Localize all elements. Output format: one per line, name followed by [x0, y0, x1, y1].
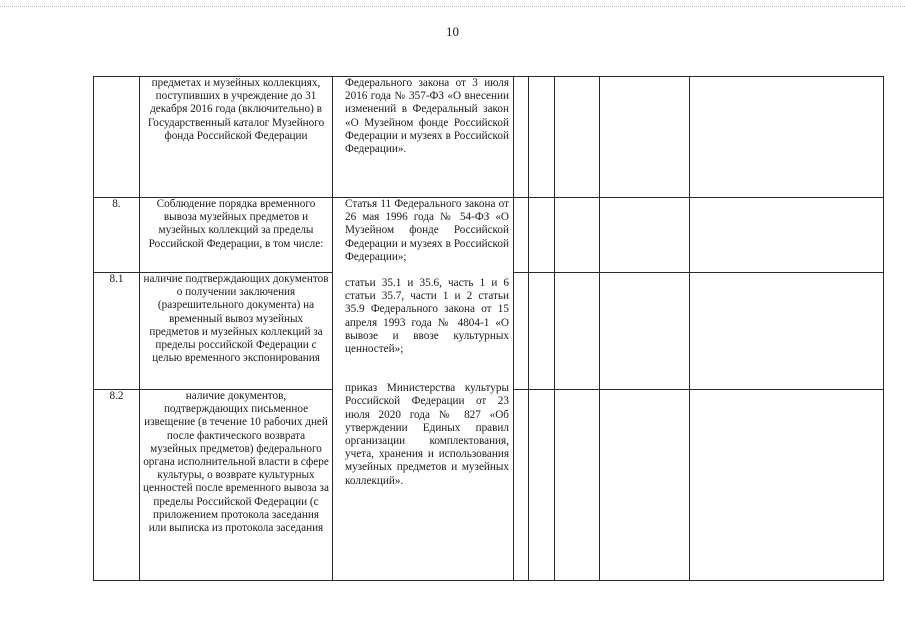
requirement-cell: наличие документов, подтверждающих письменное извещение (в течение 10 рабочих дней после фактического возврата музейных предметов) федерального органа исполнительной власти в сфере культуры, о возврате культурных ценностей после временного вывоза за пределы Российской Федерации (с приложением протокола заседания или выписка из протокола заседания — [140, 390, 333, 581]
table-row — [94, 77, 884, 198]
empty-cell — [690, 198, 884, 273]
empty-cell — [514, 390, 529, 581]
empty-cell — [555, 198, 600, 273]
row-number: 8. — [94, 198, 140, 273]
row-number: 8.1 — [94, 273, 140, 390]
law-paragraph: статьи 35.1 и 35.6, часть 1 и 6 статьи 35.7, части 1 и 2 статьи 35.9 Федерального закона от 15 апреля 1993 года № 4804-1 «О вывозе и ввозе культурных ценностей»; — [345, 277, 509, 356]
empty-cell — [529, 273, 555, 390]
empty-cell — [555, 273, 600, 390]
empty-cell — [690, 77, 884, 198]
top-dotted-rule — [0, 6, 905, 7]
requirement-cell: предметах и музейных коллекциях, поступивших в учреждение до 31 декабря 2016 года (включительно) в Государственный каталог Музейного фонда Российской Федерации — [140, 77, 333, 198]
empty-cell — [555, 390, 600, 581]
empty-cell — [529, 77, 555, 198]
empty-cell — [514, 273, 529, 390]
empty-cell — [529, 198, 555, 273]
empty-cell — [529, 390, 555, 581]
requirement-cell: наличие подтверждающих документов о получении заключения (разрешительного документа) на временный вывоз музейных предметов и музейных коллекций за пределы российской Федерации с целью временного экспонирования — [140, 273, 333, 390]
empty-cell — [555, 77, 600, 198]
empty-cell — [600, 77, 690, 198]
law-reference-cell: Федерального закона от 3 июля 2016 года № 357-ФЗ «О внесении изменений в Федеральный закон «О Музейном фонде Российской Федерации и музеях в Российской Федерации». — [333, 77, 514, 198]
law-paragraph: Статья 11 Федерального закона от 26 мая 1996 года № 54-ФЗ «О Музейном фонде Российской Федерации и музеях в Российской Федерации»; — [345, 198, 509, 263]
empty-cell — [690, 390, 884, 581]
requirements-table — [93, 76, 884, 581]
row-number — [94, 77, 140, 198]
law-reference-cell — [333, 198, 514, 581]
requirement-cell: Соблюдение порядка временного вывоза музейных предметов и музейных коллекций за пределы Российской Федерации, в том числе: — [140, 198, 333, 273]
empty-cell — [690, 273, 884, 390]
page-number: 10 — [446, 24, 459, 39]
row-number: 8.2 — [94, 390, 140, 581]
table-row — [94, 198, 884, 273]
empty-cell — [514, 77, 529, 198]
empty-cell — [514, 198, 529, 273]
empty-cell — [600, 390, 690, 581]
empty-cell — [600, 273, 690, 390]
law-paragraph: приказ Министерства культуры Российской Федерации от 23 июля 2020 года № 827 «Об утверждении Единых правил организации комплектования, учета, хранения и использования музейных предметов и музейных коллекций». — [345, 382, 509, 487]
empty-cell — [600, 198, 690, 273]
